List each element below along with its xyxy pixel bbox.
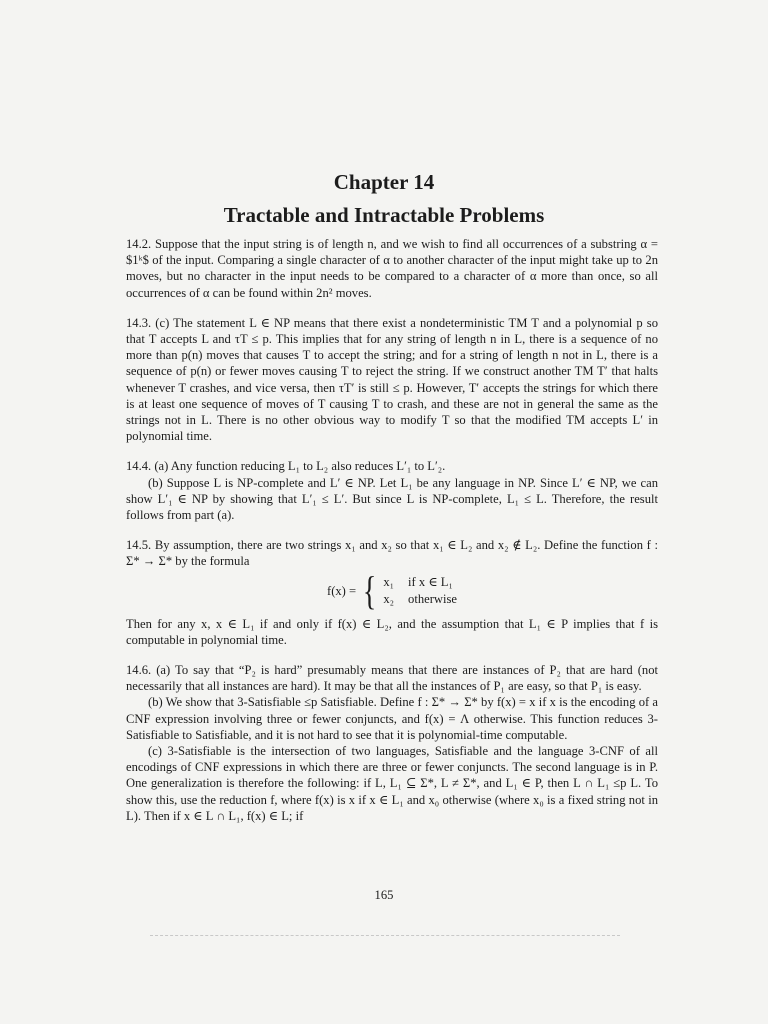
formula-cases (383, 574, 457, 606)
paragraph-14-6c: (c) 3-Satisfiable is the intersection of two languages, Satisfiable and the language 3-CNF of all encodings of CNF expressions in which there are three or fewer conjuncts. The second language is in P. One generalization is therefore the following: if L, L₁ ⊆ Σ*, L ≠ Σ*, and L₁ ∈ P, then L ∩ L₁ ≤p L. To show this, use the reduction f, where f(x) is x if x ∈ L₁ and x₀ otherwise (where x₀ is a fixed string not in L). Then if x ∈ L ∩ L₁, f(x) ∈ L; if (126, 744, 658, 823)
footer-rule (150, 935, 620, 936)
case-2-condition: otherwise (408, 591, 457, 606)
chapter-number: Chapter 14 (333, 170, 435, 194)
paragraph-14-4a: 14.4. (a) Any function reducing L₁ to L₂ also reduces L′₁ to L′₂. (126, 459, 446, 474)
page-number: 165 (374, 888, 394, 902)
paragraph-14-3: 14.3. (c) The statement L ∈ NP means that there exist a nondeterministic TM T and a polynomial p so that T accepts L and τT ≤ p. This implies that for any string of length n in L, there is a sequence of no more than p(n) moves that causes T to accept the string; and for a string of length n not in L, there is a sequence of p(n) or fewer moves causing T to reject the string. If we construct another TM T′ that halts whenever T crashes, and vice versa, then τT′ is still ≤ p. However, T′ accepts the strings for which there is at least one sequence of moves of T causing T to crash, and these are not in general the same as the strings not in L. There is no other obvious way to modify T so that the modified TM accepts L′ in polynomial time. (126, 315, 658, 444)
formula-lhs: f(x) = (327, 583, 357, 598)
chapter-title: Tractable and Intractable Problems (223, 203, 545, 227)
left-brace: { (363, 567, 377, 613)
paragraph-14-4b: (b) Suppose L is NP-complete and L′ ∈ NP. Let L₁ be any language in NP. Since L′ ∈ NP, we can show L′₁ ∈ NP by showing that L′₁ ≤ L′. But since L is NP-complete, L₁ ≤ L. Therefore, the result follows from part (a). (126, 475, 658, 523)
paragraph-14-6b: (b) We show that 3-Satisfiable ≤p Satisfiable. Define f : Σ* → Σ* by f(x) = x if x is the encoding of a CNF expression involving three or fewer conjuncts, and f(x) = Λ otherwise. This function reduces 3-Satisfiable to Satisfiable, and it is not hard to see that it is polynomial-time computable. (126, 695, 658, 742)
body-text (126, 236, 658, 824)
case-1-condition: if x ∈ L₁ (408, 575, 453, 590)
case-1-value: x₁ (383, 575, 395, 590)
paragraph-14-5a: 14.5. By assumption, there are two strings x₁ and x₂ so that x₁ ∈ L₂ and x₂ ∉ L₂. Define the function f : Σ* → Σ* by the formula (126, 538, 658, 569)
paragraph-14-6a: 14.6. (a) To say that “P₂ is hard” presumably means that there are instances of P₂ that are hard (not necessarily that all instances are hard). It may be that all the instances of P₁ are easy, so that P₁ is easy. (126, 663, 658, 694)
paragraph-14-5b: Then for any x, x ∈ L₁ if and only if f(x) ∈ L₂, and the assumption that L₁ ∈ P implies that f is computable in polynomial time. (126, 616, 658, 647)
piecewise-formula (126, 567, 658, 613)
paragraph-14-2: 14.2. Suppose that the input string is of length n, and we wish to find all occurrences of a substring α = $1ᵏ$ of the input. Comparing a single character of α to another character of the input might take up to 2n moves, but no character in the input needs to be compared to a character of α more than once, so all occurrences of α can be found within 2n² moves. (126, 237, 658, 300)
case-2-value: x₂ (383, 591, 395, 606)
